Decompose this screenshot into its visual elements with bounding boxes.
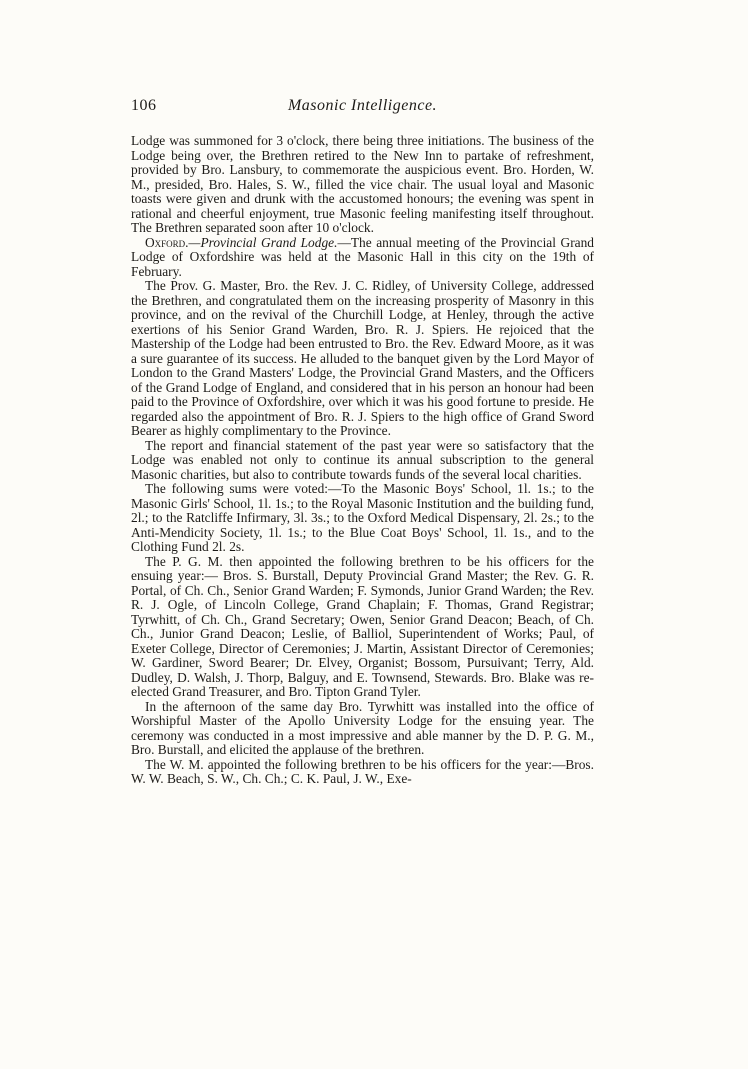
paragraph-lodge-refreshment: Lodge was summoned for 3 o'clock, there being three initiations. The business of the Lodge being over, the Brethren retired to the New Inn to partake of refreshment, provided by Bro. Lansbury, to commemorate the auspicious event. Bro. Horden, W. M., presided, Bro. Hales, S. W., filled the vice chair. The usual loyal and Masonic toasts were given and drunk with the accustomed honours; the evening was spent in rational and cheerful enjoyment, true Masonic feeling manifesting itself throughout. The Brethren separated soon after 10 o'clock. bbox=[131, 133, 594, 235]
running-head bbox=[131, 96, 594, 122]
book-page bbox=[131, 96, 594, 787]
paragraph-wm-appointments: The W. M. appointed the following brethren to be his officers for the year:—Bros. W. W. Beach, S. W., Ch. Ch.; C. K. Paul, J. W., Exe- bbox=[131, 756, 594, 786]
article-body bbox=[131, 134, 594, 787]
running-title: Masonic Intelligence. bbox=[287, 97, 438, 114]
paragraph-text: —The annual meeting of the Provincial Grand Lodge of Oxfordshire was held at the Masonic Hall in this city on the 19th of February. bbox=[131, 234, 595, 279]
paragraph-apollo-installation: In the afternoon of the same day Bro. Tyrwhitt was installed into the office of Worshipful Master of the Apollo University Lodge for the ensuing year. The ceremony was conducted in a most impressive and able manner by the D. P. G. M., Bro. Burstall, and elicited the applause of the brethren. bbox=[131, 698, 594, 757]
place-name: Oxford. bbox=[145, 234, 189, 250]
paragraph-financial-report: The report and financial statement of the past year were so satisfactory that the Lodge was enabled not only to continue its annual subscription to the general Masonic charities, but also to contribute towards funds of the several local charities. bbox=[131, 437, 594, 482]
paragraph-sums-voted: The following sums were voted:—To the Masonic Boys' School, 1l. 1s.; to the Masonic Girls' School, 1l. 1s.; to the Royal Masonic Institution and the building fund, 2l.; to the Ratcliffe Infirmary, 3l. 3s.; to the Oxford Medical Dispensary, 2l. 2s.; to the Anti-Mendicity Society, 1l. 1s.; to the Blue Coat Boys' School, 1l. 1s., and to the Clothing Fund 2l. 2s. bbox=[131, 481, 594, 554]
paragraph-oxford-meeting bbox=[131, 236, 594, 280]
paragraph-officer-appointments: The P. G. M. then appointed the following brethren to be his officers for the ensuing year:— Bros. S. Burstall, Deputy Provincial Grand Master; the Rev. G. R. Portal, of Ch. Ch., Senior Grand Warden; F. Symonds, Junior Grand Warden; the Rev. R. J. Ogle, of Lincoln College, Grand Chaplain; F. Thomas, Grand Registrar; Tyrwhitt, of Ch. Ch., Grand Secretary; Owen, Senior Grand Deacon; Beach, of Ch. Ch., Junior Grand Deacon; Leslie, of Balliol, Superintendent of Works; Paul, of Exeter College, Director of Ceremonies; J. Martin, Assistant Director of Ceremonies; W. Gardiner, Sword Bearer; Dr. Elvey, Organist; Bossom, Pursuivant; Terry, Ald. Dudley, D. Walsh, J. Thorp, Balguy, and E. Townsend, Stewards. Bro. Blake was re-elected Grand Treasurer, and Bro. Tipton Grand Tyler. bbox=[131, 553, 594, 699]
paragraph-prov-master-address: The Prov. G. Master, Bro. the Rev. J. C. Ridley, of University College, addressed the Brethren, and congratulated them on the increasing prosperity of Masonry in this province, and on the revival of the Churchill Lodge, at Henley, through the active exertions of his Senior Grand Warden, Bro. R. J. Spiers. He rejoiced that the Mastership of the Lodge had been entrusted to Bro. the Rev. Edward Moore, as it was a sure guarantee of its success. He alluded to the banquet given by the Lord Mayor of London to the Grand Masters' Lodge, the Provincial Grand Masters, and the Officers of the Grand Lodge of England, and considered that in his person an honour had been paid to the Province of Oxfordshire, over which it was his good fortune to preside. He regarded also the appointment of Bro. R. J. Spiers to the high office of Grand Sword Bearer as highly complimentary to the Province. bbox=[131, 278, 594, 438]
section-heading: —Provincial Grand Lodge. bbox=[188, 234, 338, 250]
page-number: 106 bbox=[131, 97, 157, 114]
